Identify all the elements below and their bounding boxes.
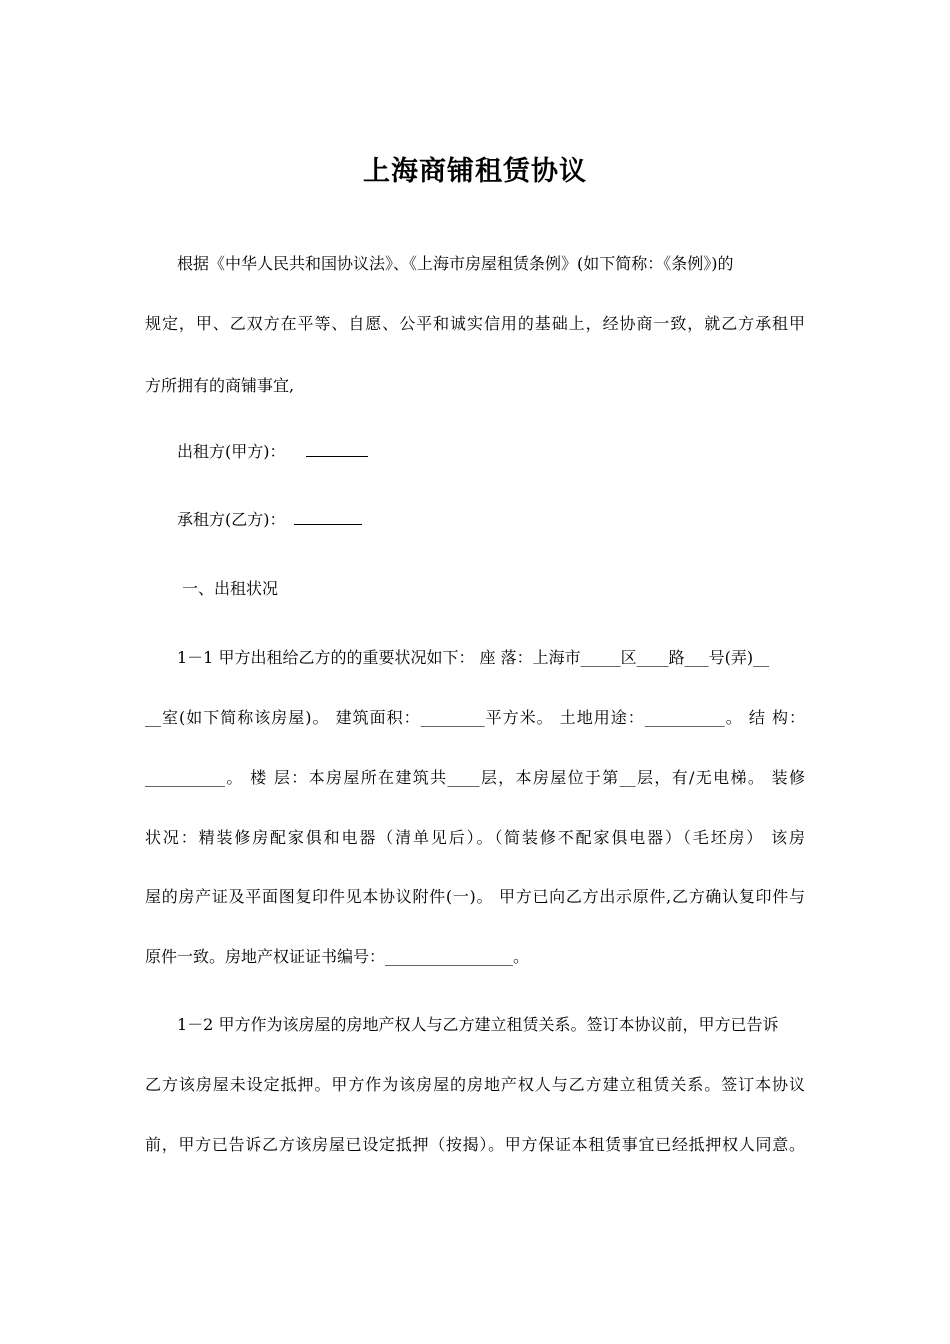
lessor-blank[interactable]: [306, 441, 368, 457]
document-title: 上海商铺租赁协议: [363, 156, 587, 187]
paragraph-line: 规定，甲、乙双方在平等、自愿、公平和诚实信用的基础上，经协商一致，就乙方承租甲: [145, 314, 805, 333]
paragraph-line: 状况：精装修房配家俱和电器（清单见后）。（简装修不配家俱电器）（毛坯房） 该房: [145, 828, 805, 847]
lessor-label: 出租方(甲方)：: [177, 442, 286, 461]
lessee-label: 承租方(乙方)：: [177, 510, 286, 529]
paragraph-line: 根据《中华人民共和国协议法》、《上海市房屋租赁条例》(如下简称：《条例》)的: [177, 254, 734, 273]
lessor-field: [177, 440, 847, 464]
paragraph-line: 乙方该房屋未设定抵押。甲方作为该房屋的房地产权人与乙方建立租赁关系。签订本协议: [145, 1075, 805, 1094]
paragraph-line: 方所拥有的商铺事宜,: [145, 376, 295, 395]
paragraph-line: 1－2 甲方作为该房屋的房地产权人与乙方建立租赁关系。签订本协议前，甲方已告诉: [177, 1015, 779, 1034]
paragraph-line: __________。 楼 层：本房屋所在建筑共____层，本房屋位于第__层，有/无电梯。 装修: [145, 768, 805, 787]
paragraph-line: __室(如下简称该房屋)。 建筑面积：________平方米。 土地用途：__________。 结 构：: [145, 708, 805, 727]
section-heading: 一、出租状况: [182, 579, 279, 598]
paragraph-line: 1－1 甲方出租给乙方的的重要状况如下： 座 落：上海市_____区____路___号(弄)__: [177, 648, 770, 667]
paragraph-line: 前，甲方已告诉乙方该房屋已设定抵押（按揭）。甲方保证本租赁事宜已经抵押权人同意。: [145, 1135, 805, 1154]
paragraph-line: 原件一致。房地产权证证书编号：________________。: [145, 947, 530, 966]
lessee-blank[interactable]: [294, 509, 362, 525]
paragraph-line: 屋的房产证及平面图复印件见本协议附件(一)。 甲方已向乙方出示原件,乙方确认复印件与: [145, 887, 805, 906]
lessee-field: [177, 508, 847, 532]
